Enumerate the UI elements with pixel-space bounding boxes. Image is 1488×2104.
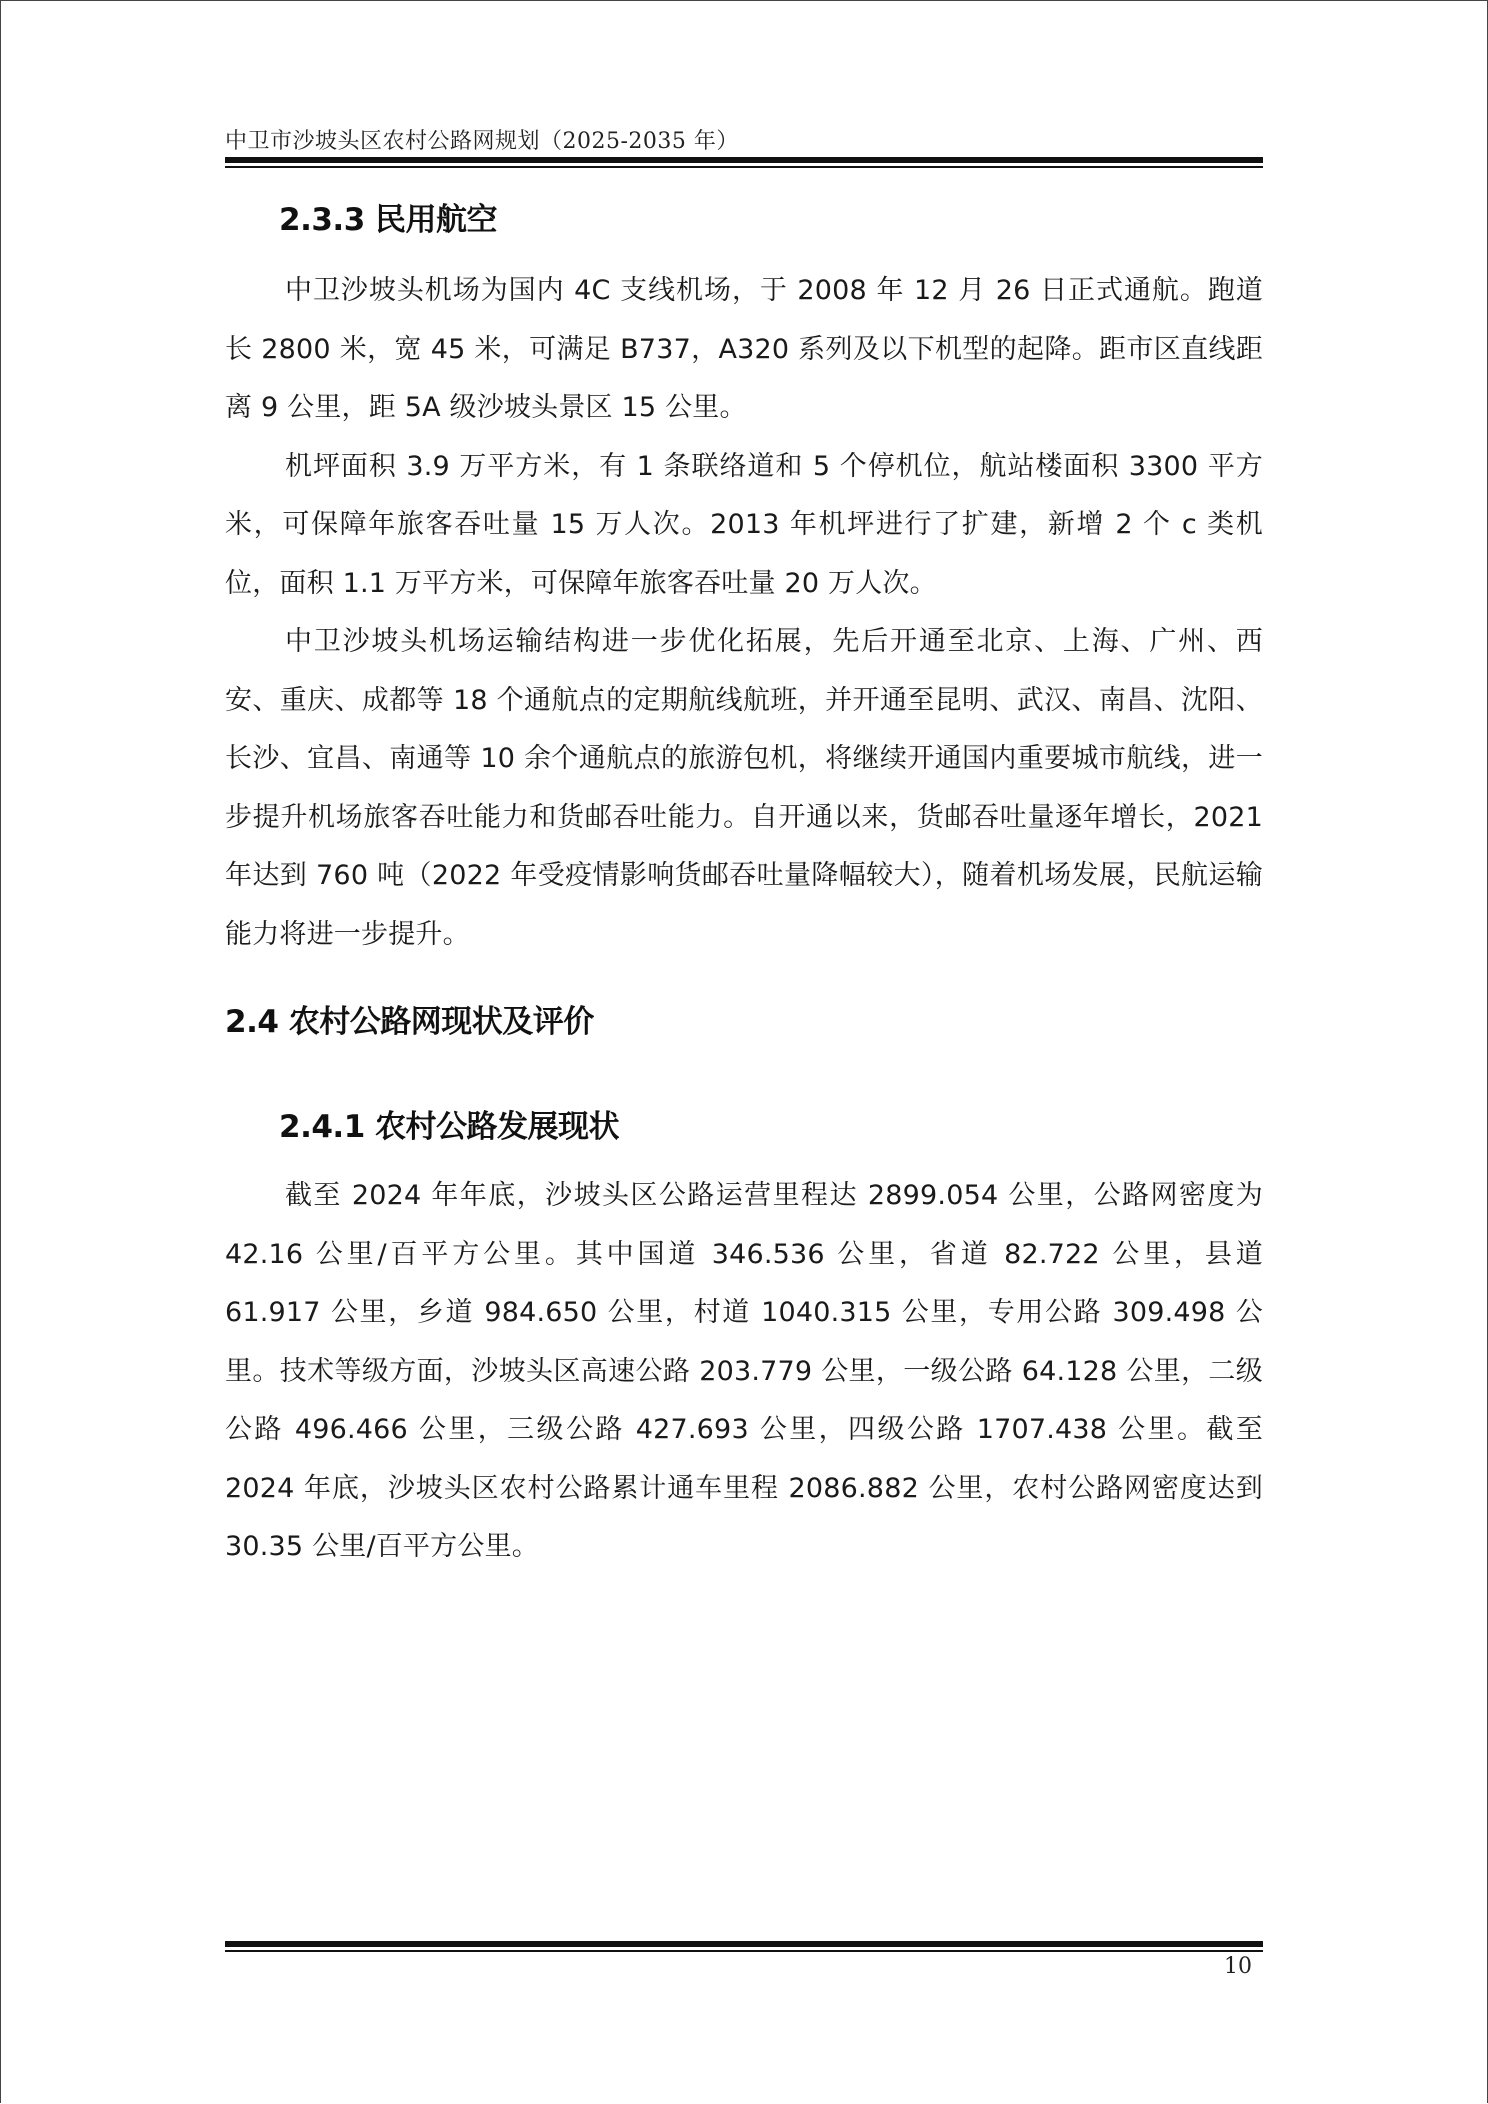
heading-2-4-1: 2.4.1 农村公路发展现状 [279, 1109, 620, 1145]
running-header: 中卫市沙坡头区农村公路网规划（2025-2035 年） [225, 129, 739, 154]
paragraph-apron: 机坪面积 3.9 万平方米，有 1 条联络道和 5 个停机位，航站楼面积 3300 平方米，可保障年旅客吞吐量 15 万人次。2013 年机坪进行了扩建，新增 2 个 c 类机位，面积 1.1 万平方米，可保障年旅客吞吐量 20 万人次。 [225, 450, 1263, 599]
footer-rule-thin [225, 1950, 1263, 1952]
main-content [225, 190, 1263, 1577]
page-number: 10 [1224, 1954, 1252, 1979]
footer-rule-thick [225, 1941, 1263, 1947]
paragraph-road-status: 截至 2024 年年底，沙坡头区公路运营里程达 2899.054 公里，公路网密度为 42.16 公里/百平方公里。其中国道 346.536 公里，省道 82.722 公里，县道 61.917 公里，乡道 984.650 公里，村道 1040.315 公里，专用公路 309.498 公里。技术等级方面，沙坡头区高速公路 203.779 公里，一级公路 64.128 公里，二级公路 496.466 公里，三级公路 427.693 公里，四级公路 1707.438 公里。截至 2024 年底，沙坡头区农村公路累计通车里程 2086.882 公里，农村公路网密度达到 30.35 公里/百平方公里。 [225, 1180, 1263, 1562]
heading-2-4: 2.4 农村公路网现状及评价 [225, 1004, 594, 1040]
paragraph-routes: 中卫沙坡头机场运输结构进一步优化拓展，先后开通至北京、上海、广州、西安、重庆、成都等 18 个通航点的定期航线航班，并开通至昆明、武汉、南昌、沈阳、长沙、宜昌、南通等 10 余个通航点的旅游包机，将继续开通国内重要城市航线，进一步提升机场旅客吞吐能力和货邮吞吐能力。自开通以来，货邮吞吐量逐年增长，2021 年达到 760 吨（2022 年受疫情影响货邮吞吐量降幅较大），随着机场发展，民航运输能力将进一步提升。 [225, 626, 1263, 950]
header-rule-thin [225, 166, 1263, 168]
header-rule-thick [225, 157, 1263, 163]
paragraph-airport-intro: 中卫沙坡头机场为国内 4C 支线机场，于 2008 年 12 月 26 日正式通航。跑道长 2800 米，宽 45 米，可满足 B737，A320 系列及以下机型的起降。距市区直线距离 9 公里，距 5A 级沙坡头景区 15 公里。 [225, 275, 1263, 423]
heading-2-3-3: 2.3.3 民用航空 [279, 202, 498, 238]
